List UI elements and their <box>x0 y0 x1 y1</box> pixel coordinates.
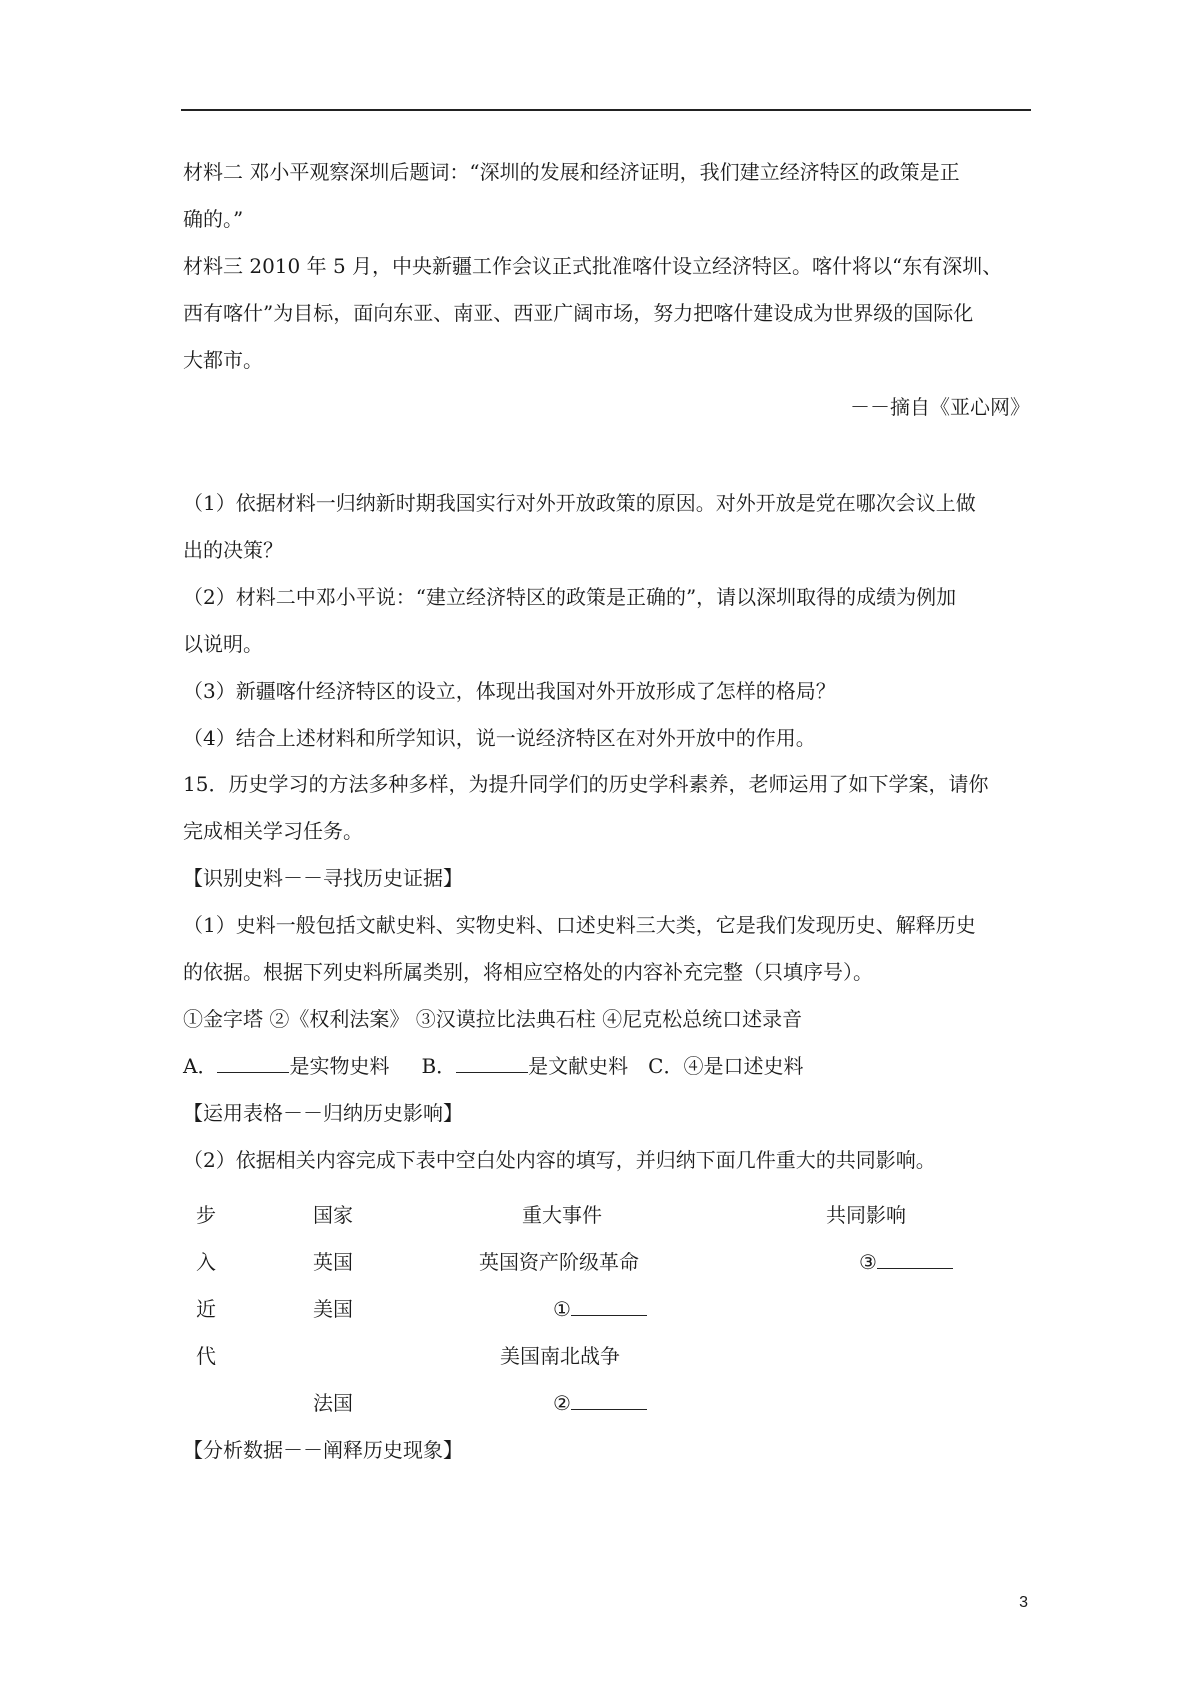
fill-blank-event2[interactable] <box>571 1391 647 1410</box>
table-side-char: 代 <box>196 1344 216 1368</box>
q15-line2: 完成相关学习任务。 <box>183 819 363 843</box>
table-header-impact: 共同影响 <box>826 1203 906 1227</box>
q14-s2-line1: （2）材料二中邓小平说：“建立经济特区的政策是正确的”，请以深圳取得的成绩为例加 <box>183 585 957 609</box>
table-row3-event: 美国南北战争 <box>500 1344 620 1368</box>
table-side-char: 步 <box>196 1203 216 1227</box>
page-number: 3 <box>1019 1594 1028 1611</box>
fill-blank-b[interactable] <box>456 1054 528 1073</box>
table-row2-event <box>553 1297 647 1321</box>
table-side-char: 入 <box>196 1250 216 1274</box>
q15-source-items: ①金字塔 ②《权利法案》 ③汉谟拉比法典石柱 ④尼克松总统口述录音 <box>183 1007 803 1031</box>
material2-line1: 材料二 邓小平观察深圳后题词：“深圳的发展和经济证明，我们建立经济特区的政策是正 <box>183 160 960 184</box>
table-row1-impact <box>859 1250 953 1274</box>
fill-b-prefix: B． <box>421 1054 457 1078</box>
table-row1-country: 英国 <box>313 1250 353 1274</box>
event-mark: ② <box>553 1391 571 1415</box>
material3-source: －－摘自《亚心网》 <box>850 395 1030 419</box>
q15-section-identify: 【识别史料－－寻找历史证据】 <box>183 866 463 890</box>
table-row4-country: 法国 <box>313 1391 353 1415</box>
q15-p1-line2: 的依据。根据下列史料所属类别，将相应空格处的内容补充完整（只填序号）。 <box>183 960 873 984</box>
fill-b-suffix: 是文献史料 <box>528 1054 629 1078</box>
q15-line1: 15．历史学习的方法多种多样，为提升同学们的历史学科素养，老师运用了如下学案，请你 <box>183 772 989 796</box>
table-row1-event: 英国资产阶级革命 <box>479 1250 639 1274</box>
material3-line1: 材料三 2010 年 5 月，中央新疆工作会议正式批准喀什设立经济特区。喀什将以“东有深圳、 <box>183 254 1003 278</box>
q14-s1-line2: 出的决策？ <box>183 538 283 562</box>
q15-p1-line1: （1）史料一般包括文献史料、实物史料、口述史料三大类，它是我们发现历史、解释历史 <box>183 913 976 937</box>
header-rule <box>181 109 1031 111</box>
fill-c-text: C．④是口述史料 <box>648 1054 804 1078</box>
fill-blank-event1[interactable] <box>571 1297 647 1316</box>
q15-section-data: 【分析数据－－阐释历史现象】 <box>183 1438 463 1462</box>
table-header-event: 重大事件 <box>522 1203 602 1227</box>
q14-s4: （4）结合上述材料和所学知识，说一说经济特区在对外开放中的作用。 <box>183 726 816 750</box>
fill-a-prefix: A． <box>183 1054 218 1078</box>
material3-line3: 大都市。 <box>183 348 263 372</box>
table-row4-event <box>553 1391 647 1415</box>
table-row2-country: 美国 <box>313 1297 353 1321</box>
q15-p2: （2）依据相关内容完成下表中空白处内容的填写，并归纳下面几件重大的共同影响。 <box>183 1148 936 1172</box>
fill-blank-impact[interactable] <box>877 1250 953 1269</box>
impact-mark: ③ <box>859 1250 877 1274</box>
q15-fill-row <box>183 1054 803 1078</box>
q15-section-table: 【运用表格－－归纳历史影响】 <box>183 1101 463 1125</box>
q14-s1-line1: （1）依据材料一归纳新时期我国实行对外开放政策的原因。对外开放是党在哪次会议上做 <box>183 491 976 515</box>
fill-a-suffix: 是实物史料 <box>289 1054 390 1078</box>
fill-blank-a[interactable] <box>217 1054 289 1073</box>
q14-s3: （3）新疆喀什经济特区的设立，体现出我国对外开放形成了怎样的格局？ <box>183 679 836 703</box>
material3-line2: 西有喀什”为目标，面向东亚、南亚、西亚广阔市场，努力把喀什建设成为世界级的国际化 <box>183 301 974 325</box>
table-side-char: 近 <box>196 1297 216 1321</box>
material2-line2: 确的。” <box>183 207 244 231</box>
table-header-country: 国家 <box>313 1203 353 1227</box>
event-mark: ① <box>553 1297 571 1321</box>
q14-s2-line2: 以说明。 <box>183 632 263 656</box>
